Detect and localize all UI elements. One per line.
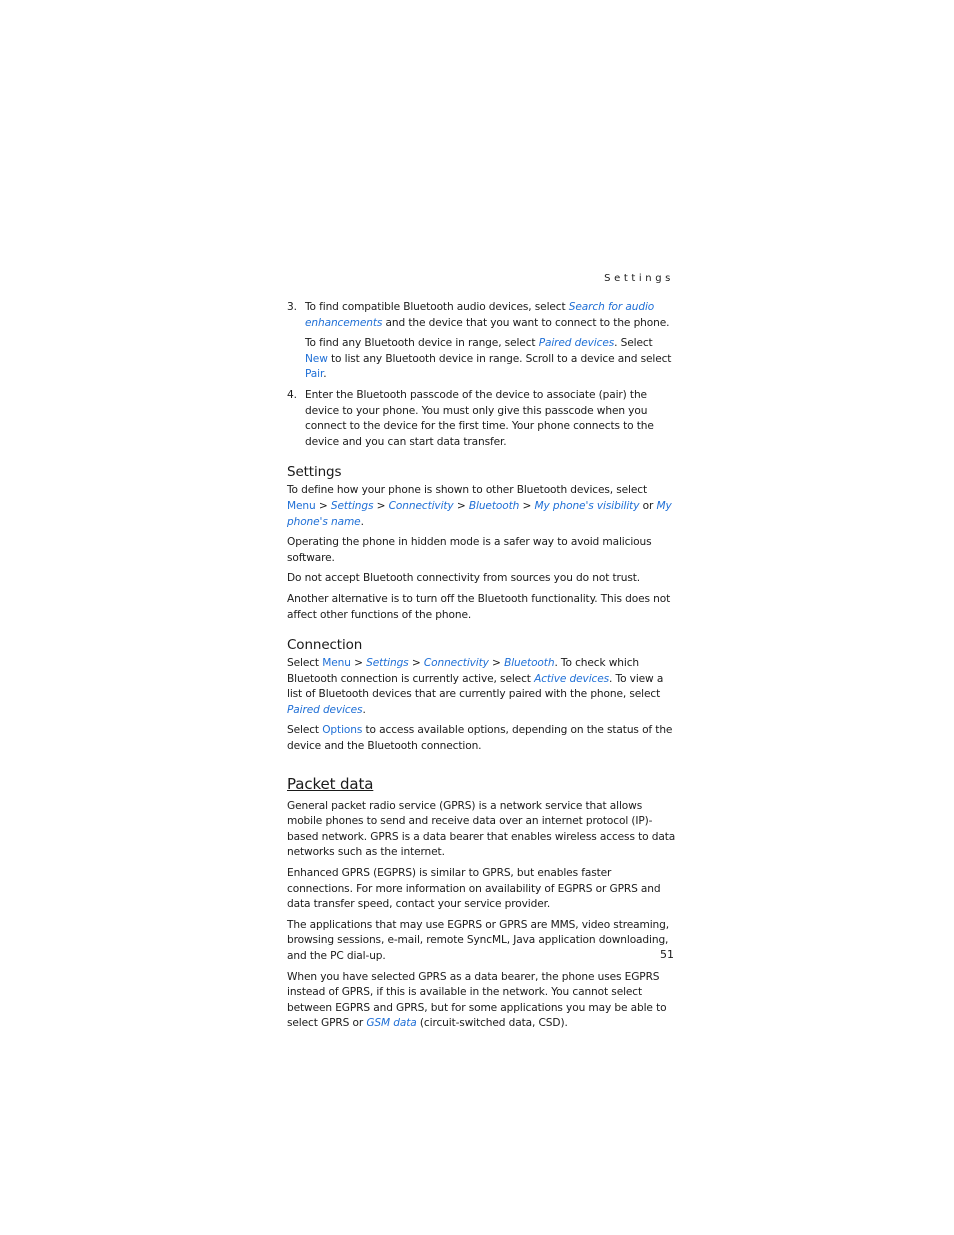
text-run: To find compatible Bluetooth audio devices, select bbox=[305, 301, 569, 313]
bluetooth-link[interactable]: Bluetooth bbox=[504, 657, 555, 670]
path-separator: > bbox=[315, 499, 331, 512]
page-content bbox=[287, 300, 677, 1037]
new-keyword[interactable]: New bbox=[305, 352, 328, 365]
path-separator: > bbox=[488, 657, 505, 670]
connection-paragraph-2 bbox=[287, 723, 677, 754]
connection-heading: Connection bbox=[287, 637, 363, 654]
list-number: 4. bbox=[287, 388, 297, 401]
text-run: or bbox=[639, 499, 657, 512]
settings-link[interactable]: Settings bbox=[366, 657, 409, 670]
connectivity-link[interactable]: Connectivity bbox=[423, 657, 489, 670]
settings-link[interactable]: Settings bbox=[330, 499, 374, 512]
path-separator: > bbox=[453, 499, 469, 512]
menu-keyword[interactable]: Menu bbox=[322, 657, 351, 670]
settings-paragraph-3: Do not accept Bluetooth connectivity from sources you do not trust. bbox=[287, 572, 641, 585]
text-run: . bbox=[362, 703, 366, 716]
packet-data-heading: Packet data bbox=[287, 774, 374, 793]
path-separator: > bbox=[373, 499, 389, 512]
path-separator: > bbox=[519, 499, 535, 512]
text-run: (circuit-switched data, CSD). bbox=[416, 1017, 568, 1030]
text-run: . Select bbox=[614, 337, 653, 350]
list-item-4 bbox=[287, 388, 677, 450]
gsm-data-link[interactable]: GSM data bbox=[366, 1017, 417, 1030]
text-run: . bbox=[360, 515, 364, 528]
text-run: to access available options, depending on the status of the device and the Bluetooth connection. bbox=[287, 724, 673, 753]
packet-paragraph-3: The applications that may use EGPRS or GPRS are MMS, video streaming, browsing sessions, e-mail, remote SyncML, Java application downloading, and the PC dial-up. bbox=[287, 918, 669, 962]
list-number: 3. bbox=[287, 301, 297, 313]
options-keyword[interactable]: Options bbox=[322, 724, 363, 737]
settings-paragraph-2: Operating the phone in hidden mode is a safer way to avoid malicious software. bbox=[287, 536, 652, 564]
text-run: and the device that you want to connect to the phone. bbox=[382, 316, 670, 329]
my-phones-visibility-link[interactable]: My phone's visibility bbox=[534, 499, 640, 512]
text-run: . To check which Bluetooth connection is currently active, select bbox=[287, 657, 640, 685]
steps-list bbox=[287, 300, 677, 450]
connectivity-link[interactable]: Connectivity bbox=[388, 499, 454, 512]
paired-devices-link[interactable]: Paired devices bbox=[538, 337, 615, 350]
search-audio-enhancements-link[interactable]: Search for audio enhancements bbox=[305, 301, 655, 329]
active-devices-link[interactable]: Active devices bbox=[534, 672, 610, 685]
page-number: 51 bbox=[660, 948, 674, 961]
packet-paragraph-4 bbox=[287, 970, 677, 1032]
list-item-text bbox=[305, 300, 677, 331]
settings-heading: Settings bbox=[287, 464, 342, 481]
packet-paragraph-1: General packet radio service (GPRS) is a network service that allows mobile phones to send and receive data over an internet protocol (IP)-based network. GPRS is a data bearer that enables wireless access to data networks such as the internet. bbox=[287, 799, 676, 859]
settings-paragraph-4: Another alternative is to turn off the Bluetooth functionality. This does not affect other functions of the phone. bbox=[287, 592, 671, 621]
packet-paragraph-2: Enhanced GPRS (EGPRS) is similar to GPRS, but enables faster connections. For more information on availability of EGPRS or GPRS and data transfer speed, contact your service provider. bbox=[287, 867, 661, 911]
list-item-3 bbox=[287, 300, 677, 383]
list-item-text: Enter the Bluetooth passcode of the device to associate (pair) the device to your phone. You must only give this passcode when you connect to the device for the first time. Your phone connects to the device and you can start data transfer. bbox=[305, 388, 654, 448]
connection-paragraph-1 bbox=[287, 656, 677, 718]
pair-keyword[interactable]: Pair bbox=[305, 368, 324, 381]
running-head: Settings bbox=[604, 273, 674, 284]
path-separator: > bbox=[408, 657, 424, 670]
text-run: . bbox=[323, 368, 327, 381]
path-separator: > bbox=[350, 657, 367, 670]
bluetooth-link[interactable]: Bluetooth bbox=[468, 499, 520, 512]
text-run: To define how your phone is shown to other Bluetooth devices, select bbox=[287, 484, 648, 497]
settings-paragraph-1 bbox=[287, 483, 677, 530]
text-run: To find any Bluetooth device in range, select bbox=[305, 337, 539, 350]
my-phones-name-link[interactable]: My phone's name bbox=[287, 499, 672, 528]
paired-devices-link[interactable]: Paired devices bbox=[287, 703, 363, 716]
text-run: When you have selected GPRS as a data bearer, the phone uses EGPRS instead of GPRS, if this is available in the network. You cannot select between EGPRS and GPRS, but for some applications you may be able to select GPRS or bbox=[287, 970, 667, 1030]
text-run: . To view a list of Bluetooth devices that are currently paired with the phone, select bbox=[287, 672, 664, 701]
list-item-subparagraph bbox=[305, 336, 677, 383]
text-run: Select bbox=[287, 657, 323, 670]
text-run: Select bbox=[287, 724, 323, 737]
menu-keyword[interactable]: Menu bbox=[287, 499, 316, 512]
text-run: to list any Bluetooth device in range. Scroll to a device and select bbox=[327, 352, 672, 365]
